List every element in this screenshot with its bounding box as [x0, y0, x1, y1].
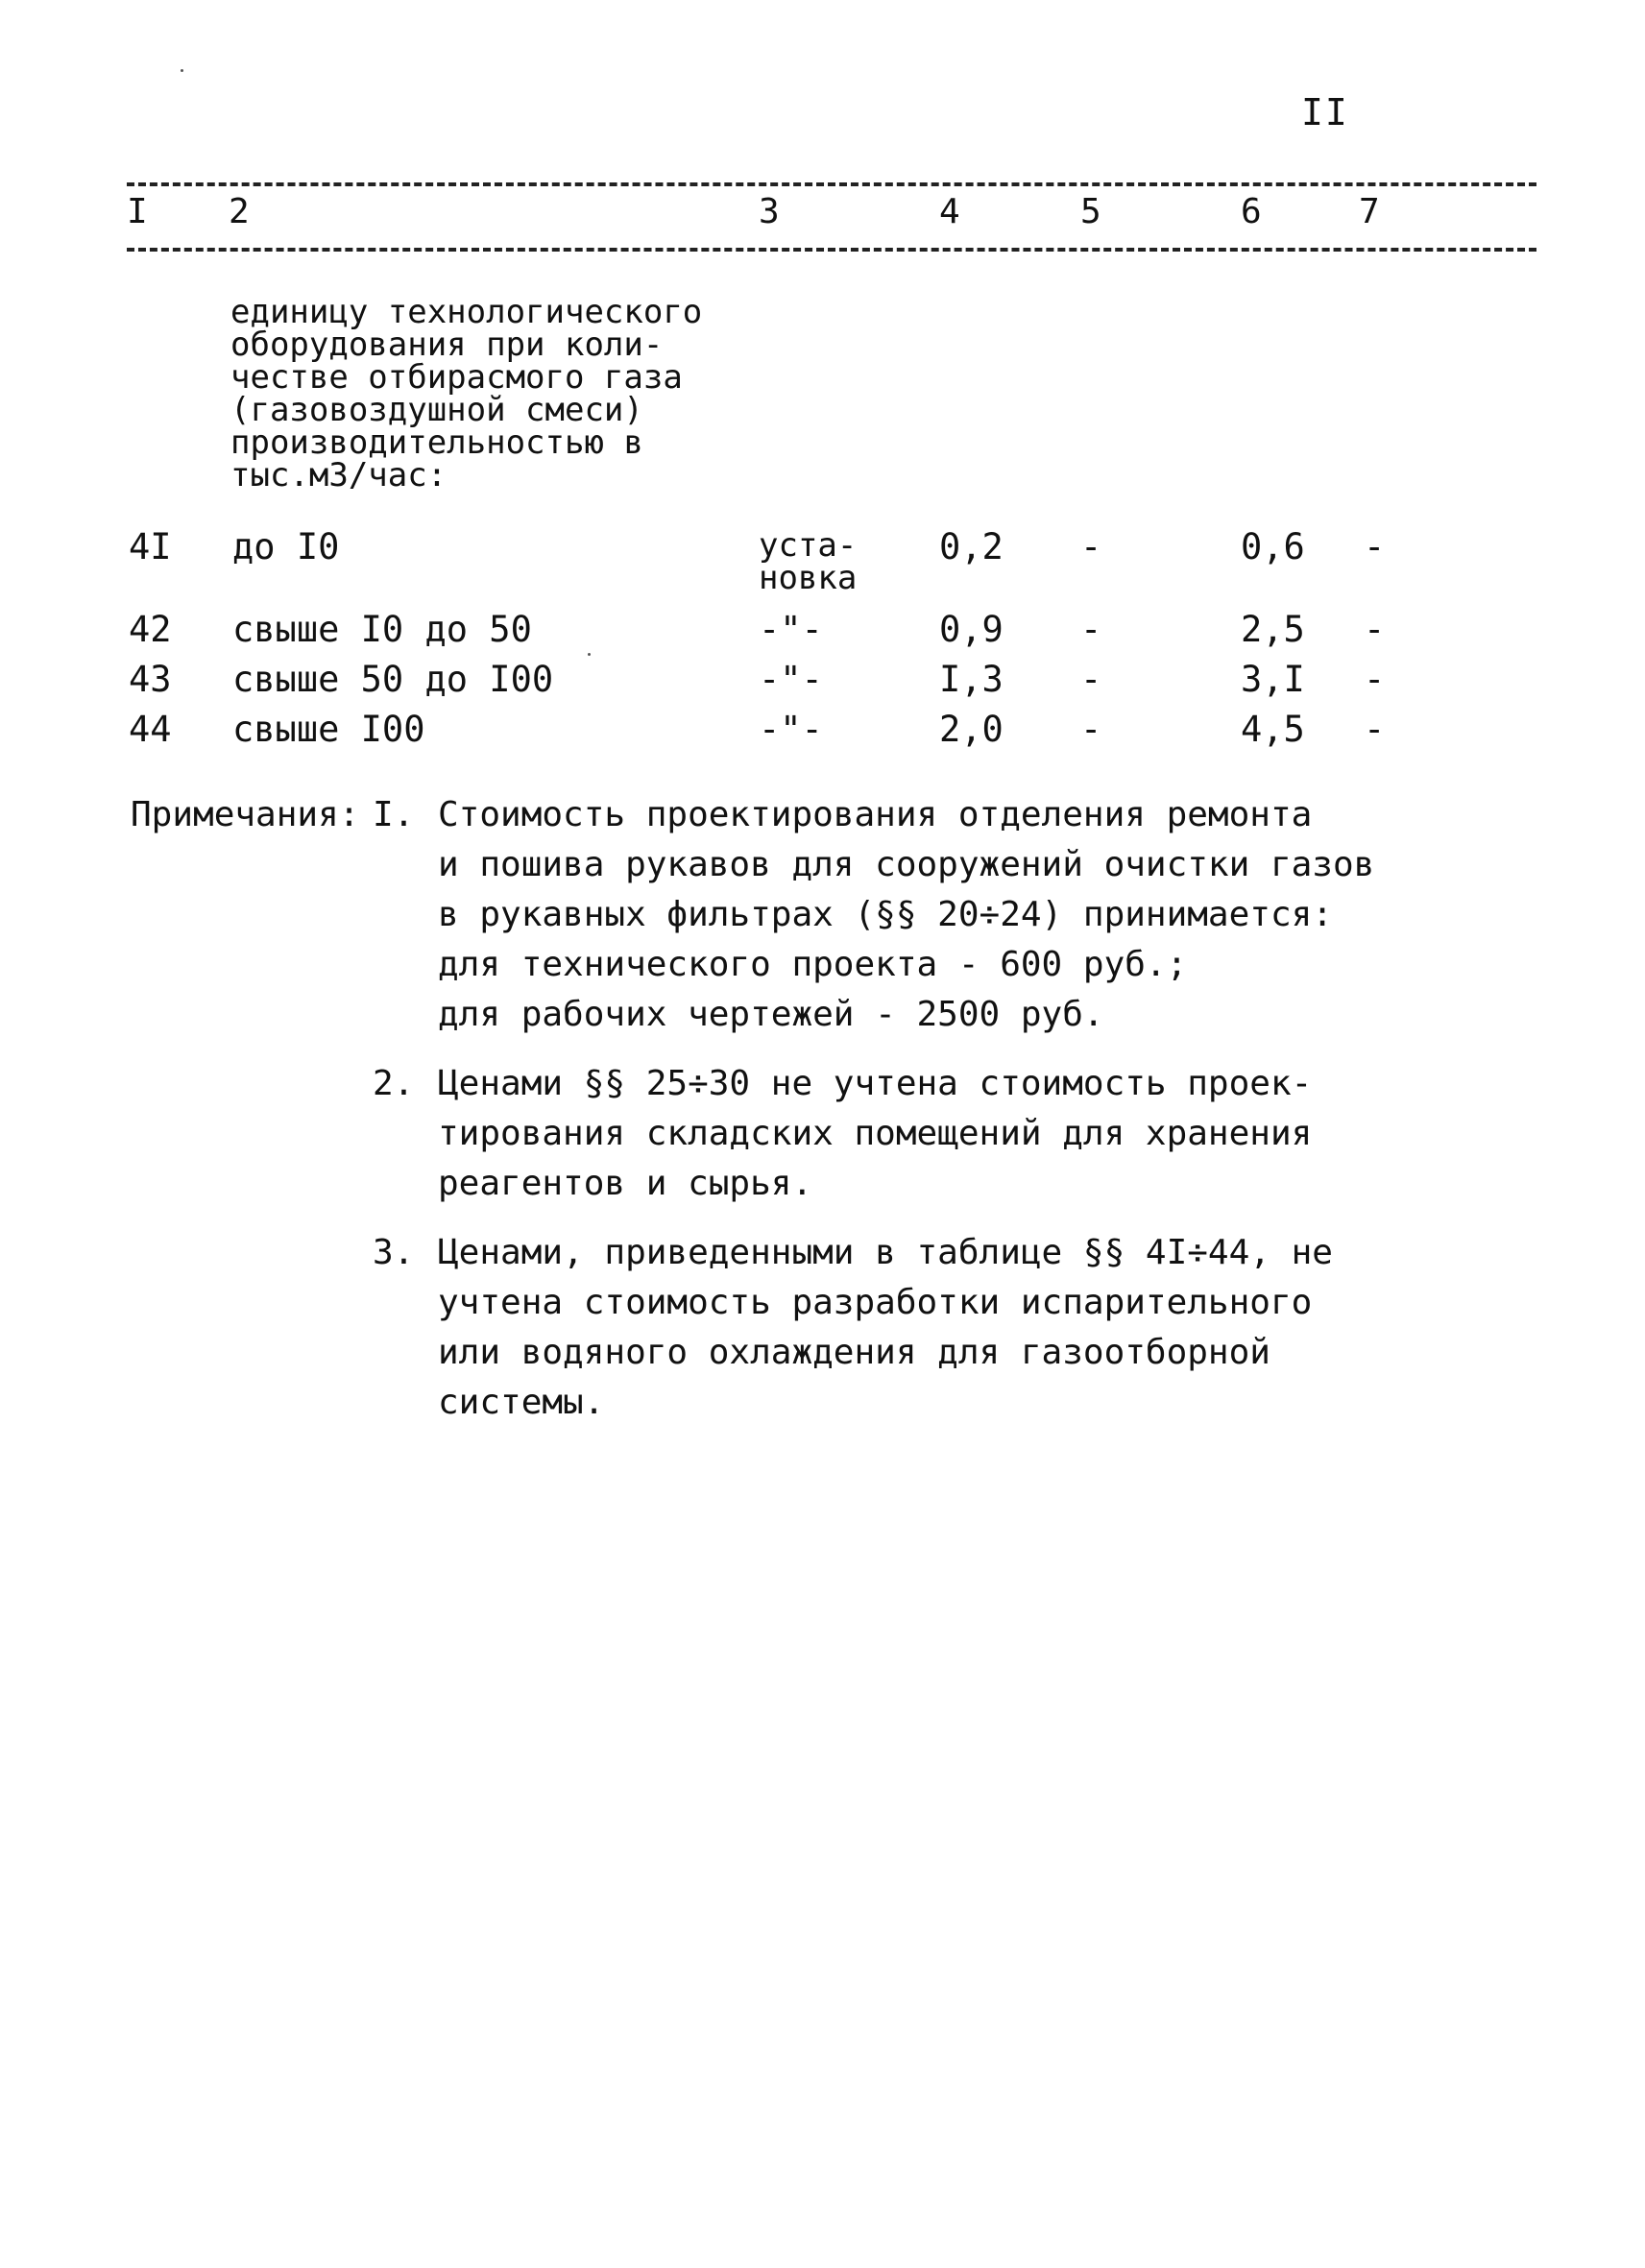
row-col7: - — [1364, 526, 1386, 567]
note-line: учтена стоимость разработки испарительного — [438, 1283, 1313, 1322]
column-header-1: I — [127, 192, 148, 231]
note-line: системы. — [438, 1383, 605, 1422]
scan-speck — [588, 653, 591, 656]
row-col4: 2,0 — [939, 709, 1004, 750]
column-header-5: 5 — [1080, 192, 1101, 231]
description-line: тыс.м3/час: — [230, 456, 448, 495]
column-header-3: 3 — [759, 192, 780, 231]
row-col7: - — [1364, 609, 1386, 650]
row-col5: - — [1080, 609, 1102, 650]
row-unit-continued: новка — [759, 559, 858, 597]
note-line: или водяного охлаждения для газоотборной — [438, 1333, 1270, 1372]
row-number: 4I — [129, 526, 172, 567]
description-line: честве отбирасмого газа — [230, 358, 683, 397]
note-line: реагентов и сырья. — [438, 1164, 813, 1203]
row-name: свыше I0 до 50 — [232, 609, 532, 650]
row-name: свыше 50 до I00 — [232, 659, 554, 700]
column-header-7: 7 — [1359, 192, 1380, 231]
row-col7: - — [1364, 709, 1386, 750]
note-line: Ценами §§ 25÷30 не учтена стоимость проек- — [438, 1064, 1313, 1103]
description-line: единицу технологического — [230, 293, 703, 331]
row-col4: 0,9 — [939, 609, 1004, 650]
description-line: производительностью в — [230, 423, 643, 462]
table-header-bottom-rule — [127, 248, 1536, 252]
row-number: 43 — [129, 659, 172, 700]
note-line: и пошива рукавов для сооружений очистки газов — [438, 845, 1375, 884]
page-number: II — [1301, 91, 1349, 133]
row-col4: 0,2 — [939, 526, 1004, 567]
description-line: оборудования при коли- — [230, 326, 664, 364]
row-unit: уста- — [759, 526, 858, 565]
column-header-6: 6 — [1241, 192, 1262, 231]
row-name: свыше I00 — [232, 709, 425, 750]
note-number: 2. — [373, 1064, 415, 1103]
row-col4: I,3 — [939, 659, 1004, 700]
note-line: Стоимость проектирования отделения ремонта — [438, 795, 1313, 834]
row-unit: -"- — [759, 709, 823, 750]
note-line: Ценами, приведенными в таблице §§ 4I÷44, не — [438, 1233, 1333, 1272]
table-section-description — [230, 293, 703, 495]
column-header-4: 4 — [939, 192, 960, 231]
row-col6: 3,I — [1241, 659, 1305, 700]
note-number: 3. — [373, 1233, 415, 1272]
row-col5: - — [1080, 709, 1102, 750]
row-col6: 0,6 — [1241, 526, 1305, 567]
row-col5: - — [1080, 526, 1102, 567]
row-col6: 2,5 — [1241, 609, 1305, 650]
notes-label: Примечания: — [131, 795, 360, 834]
row-col6: 4,5 — [1241, 709, 1305, 750]
row-unit: -"- — [759, 609, 823, 650]
note-line: в рукавных фильтрах (§§ 20÷24) принимается: — [438, 895, 1333, 934]
note-line: для рабочих чертежей - 2500 руб. — [438, 995, 1104, 1034]
row-name: до I0 — [232, 526, 340, 567]
row-col7: - — [1364, 659, 1386, 700]
row-col5: - — [1080, 659, 1102, 700]
note-number: I. — [373, 795, 415, 834]
row-unit: -"- — [759, 659, 823, 700]
column-header-2: 2 — [229, 192, 250, 231]
table-header-top-rule — [127, 182, 1536, 186]
row-number: 42 — [129, 609, 172, 650]
row-number: 44 — [129, 709, 172, 750]
note-line: для технического проекта - 600 руб.; — [438, 945, 1188, 984]
note-line: тирования складских помещений для хранения — [438, 1114, 1313, 1153]
description-line: (газовоздушной смеси) — [230, 391, 643, 429]
scan-speck — [181, 69, 183, 72]
